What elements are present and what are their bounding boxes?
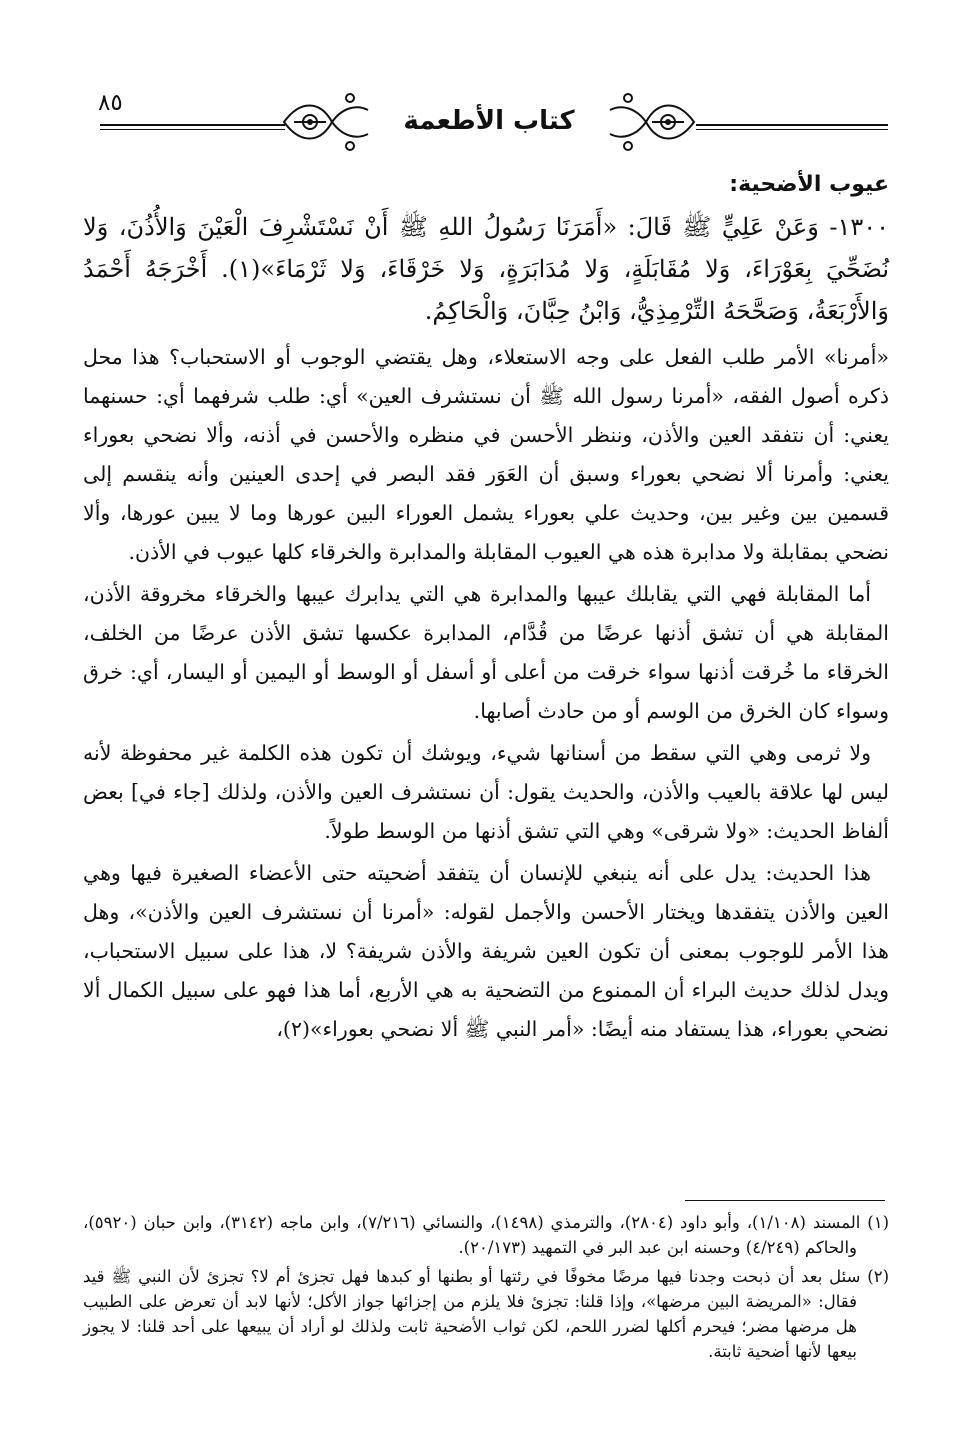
paragraph: ولا ثرمى وهي التي سقط من أسنانها شيء، ويوشك أن تكون هذه الكلمة غير محفوظة لأنه ليس لها علاقة بالعيب والأذن، والحديث يقول: أن نستشرف العين والأذن، ولذلك [جاء في] بعض ألفاظ الحديث: «ولا شرقى» وهي التي تشق أذنها من الوسط طولاً.	[83, 741, 889, 843]
header-rule-right-thin	[696, 129, 888, 130]
footnotes	[83, 1210, 889, 1368]
header-rule-right	[696, 124, 888, 126]
paragraph: هذا الحديث: يدل على أنه ينبغي للإنسان أن يتفقد أضحيته حتى الأعضاء الصغيرة فيها وهي العين والأذن يتفقدها ويختار الأحسن والأجمل لقوله: «أمرنا أن نستشرف العين والأذن»، وهل هذا الأمر للوجوب بمعنى أن تكون العين شريفة والأذن شريفة؟ لا، هذا على سبيل الاستحباب، ويدل لذلك حديث البراء أن الممنوع من التضحية به هي الأربع، أما هذا فهو على سبيل الكمال ألا نضحي بعوراء، هذا يستفاد منه أيضًا: «أمر النبي ﷺ ألا نضحي بعوراء»(٢)،	[83, 861, 889, 1041]
section-heading: عيوب الأضحية:	[729, 172, 889, 197]
footnote: (١) المسند (١/١٠٨)، وأبو داود (٢٨٠٤)، والترمذي (١٤٩٨)، والنسائي (٧/٢١٦)، وابن ماجه (٣١٤٢)، وابن حبان (٥٩٢٠)، والحاكم (٤/٢٤٩) وحسنه ابن عبد البر في التمهيد (٢٠/١٧٣).	[83, 1213, 889, 1257]
ornament-right-icon	[606, 90, 698, 154]
paragraph: «أمرنا» الأمر طلب الفعل على وجه الاستعلاء، وهل يقتضي الوجوب أو الاستحباب؟ هذا محل ذكره أصول الفقه، «أمرنا رسول الله ﷺ أن نستشرف العين» أي: طلب شرفهما أي: حسنهما يعني: أن نتفقد العين والأذن، وننظر الأحسن في منظره والأحسن في أذنه، وألا نضحي بعوراء يعني: وأمرنا ألا نضحي بعوراء وسبق أن العَوَر فقد البصر في إحدى العينين وأنه ينقسم إلى قسمين بين وغير بين، وحديث علي بعوراء يشمل العوراء البين عورها وما لا يبين عورها، وألا نضحي بمقابلة ولا مدابرة هذه هي العيوب المقابلة والمدابرة والخرقاء كلها عيوب في الأذن.	[83, 345, 889, 564]
book-title: كتاب الأطعمة	[403, 106, 575, 136]
paragraph: أما المقابلة فهي التي يقابلك عيبها والمدابرة هي التي يدابرك عيبها والخرقاء مخروقة الأذن، المقابلة هي أن تشق أذنها عرضًا من قُدَّام، المدابرة عكسها تشق الأذن عرضًا من الخلف، الخرقاء ما خُرقت أذنها سواء خرقت من أعلى أو أسفل أو الوسط أو اليمين أو اليسار، أي: خرق وسواء كان الخرق من الوسم أو من حادث أصابها.	[83, 582, 889, 723]
header-rule-left	[100, 124, 285, 126]
main-content	[83, 166, 889, 1052]
header-rule-left-thin	[100, 129, 285, 130]
footnote: (٢) سئل بعد أن ذبحت وجدنا فيها مرضًا مخوفًا في رئتها أو بطنها أو كبدها فهل تجزئ أم لا؟ تجزئ لأن النبي ﷺ قيد فقال: «المريضة البين مرضها»، وإذا قلنا: تجزئ فلا يلزم من إجزائها جواز الأكل؛ لأنها لابد أن تعرض على الطبيب هل مرضها مضر؛ فيحرم أكلها لضرر اللحم، لكن ثواب الأضحية ثابت ولذلك لو أراد أن يبيعها على أحد قلنا: لا يجوز بيعها لأنها أضحية ثابتة.	[83, 1267, 889, 1361]
page-header	[88, 82, 888, 166]
page-number: ٨٥	[98, 90, 123, 116]
ornament-left-icon	[280, 90, 372, 154]
hadith-text: ١٣٠٠- وَعَنْ عَلِيٍّ ﷺ قَالَ: «أَمَرَنَا رَسُولُ اللهِ ﷺ أَنْ نَسْتَشْرِفَ الْعَيْنَ وَالأُذُنَ، وَلا نُضَحِّيَ بِعَوْرَاءَ، وَلا مُقَابَلَةٍ، وَلا مُدَابَرَةٍ، وَلا خَرْقَاءَ، وَلا ثَرْمَاءَ»(١). أَخْرَجَهُ أَحْمَدُ وَالأَرْبَعَةُ، وَصَحَّحَهُ التِّرْمِذِيُّ، وَابْنُ حِبَّانَ، وَالْحَاكِمُ.	[83, 213, 889, 325]
footnote-separator	[685, 1200, 885, 1201]
